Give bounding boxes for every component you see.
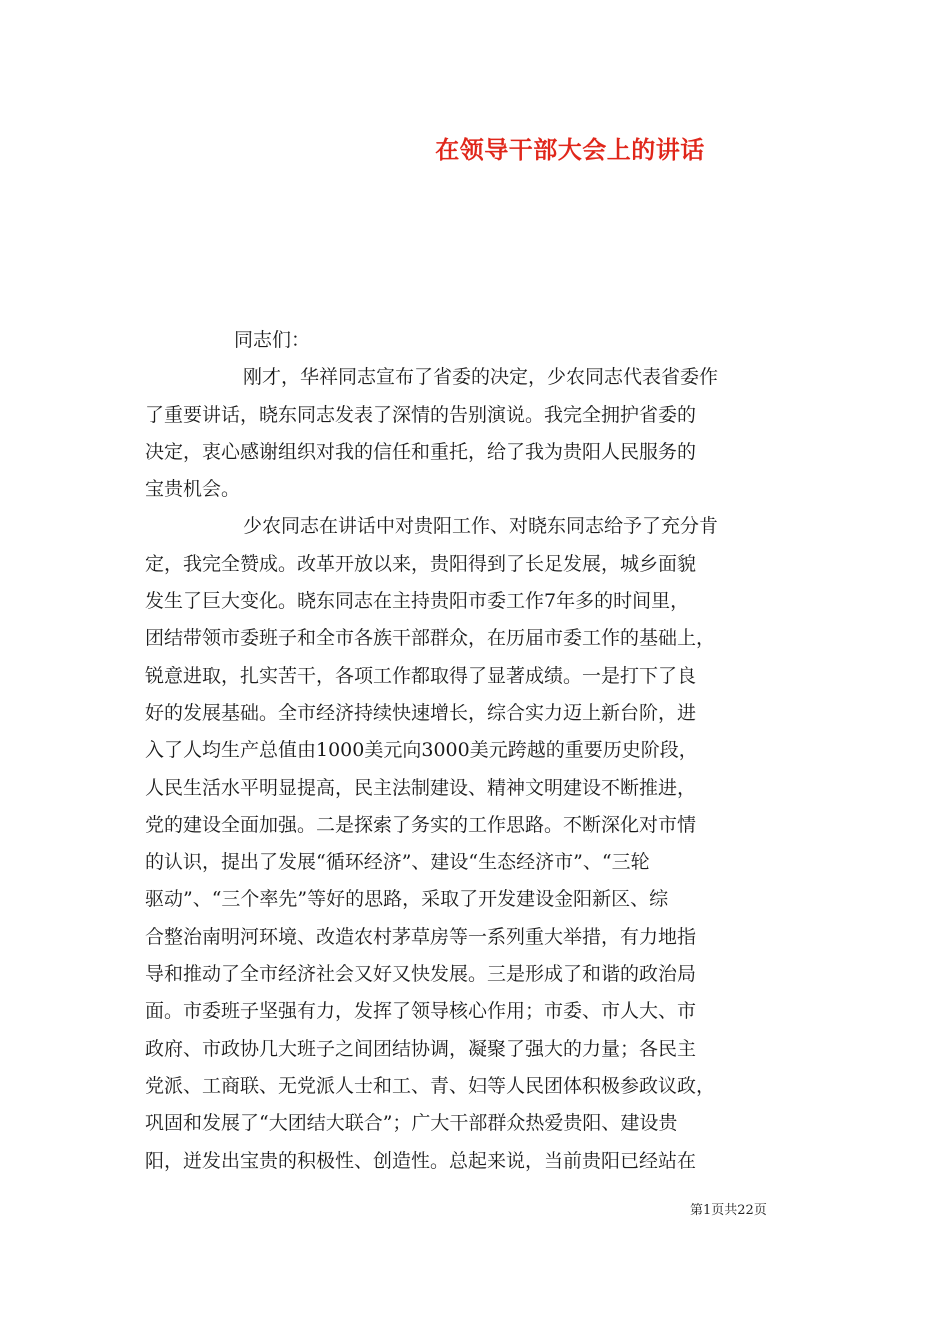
paragraph-line: 锐意进取，扎实苦干，各项工作都取得了显著成绩。一是打下了良 [145, 664, 697, 687]
paragraph-line: 合整治南明河环境、改造农村茅草房等一系列重大举措，有力地指 [145, 925, 697, 948]
paragraph-line: 了重要讲话，晓东同志发表了深情的告别演说。我完全拥护省委的 [145, 403, 697, 426]
paragraph-line: 阳，迸发出宝贵的积极性、创造性。总起来说，当前贵阳已经站在 [145, 1149, 697, 1172]
paragraph-line: 入了人均生产总值由1000美元向3000美元跨越的重要历史阶段， [145, 739, 698, 762]
paragraph-line: 好的发展基础。全市经济持续快速增长，综合实力迈上新台阶，进 [145, 701, 697, 724]
paragraph-line: 定，我完全赞成。改革开放以来，贵阳得到了长足发展，城乡面貌 [145, 552, 697, 575]
paragraph-line: 刚才，华祥同志宣布了省委的决定，少农同志代表省委作 [243, 366, 719, 389]
page-title: 在领导干部大会上的讲话 [435, 135, 705, 164]
paragraph-line: 的认识，提出了发展“循环经济”、建设“生态经济市”、“三轮 [145, 851, 650, 874]
paragraph-line: 团结带领市委班子和全市各族干部群众，在历届市委工作的基础上， [145, 627, 716, 650]
salutation: 同志们： [234, 329, 311, 351]
paragraph-line: 导和推动了全市经济社会又好又快发展。三是形成了和谐的政治局 [145, 963, 697, 986]
paragraph-line: 决定，衷心感谢组织对我的信任和重托，给了我为贵阳人民服务的 [145, 440, 697, 463]
paragraph-line: 政府、市政协几大班子之间团结协调，凝聚了强大的力量；各民主 [145, 1037, 697, 1060]
paragraph-line: 少农同志在讲话中对贵阳工作、对晓东同志给予了充分肯 [243, 515, 719, 538]
paragraph-line: 人民生活水平明显提高，民主法制建设、精神文明建设不断推进， [145, 776, 697, 799]
paragraph-line: 驱动”、“三个率先”等好的思路，采取了开发建设金阳新区、综 [145, 888, 669, 911]
paragraph-line: 面。市委班子坚强有力，发挥了领导核心作用；市委、市人大、市 [145, 1000, 697, 1023]
page-number: 第1页共22页 [690, 1203, 767, 1218]
paragraph-line: 巩固和发展了“大团结大联合”；广大干部群众热爱贵阳、建设贵 [145, 1112, 678, 1135]
paragraph-line: 党派、工商联、无党派人士和工、青、妇等人民团体积极参政议政， [145, 1074, 716, 1097]
document-body [145, 322, 805, 1180]
paragraph-line: 宝贵机会。 [145, 478, 241, 501]
paragraph-line: 发生了巨大变化。晓东同志在主持贵阳市委工作7年多的时间里， [145, 590, 690, 613]
paragraph-line: 党的建设全面加强。二是探索了务实的工作思路。不断深化对市情 [145, 813, 697, 836]
